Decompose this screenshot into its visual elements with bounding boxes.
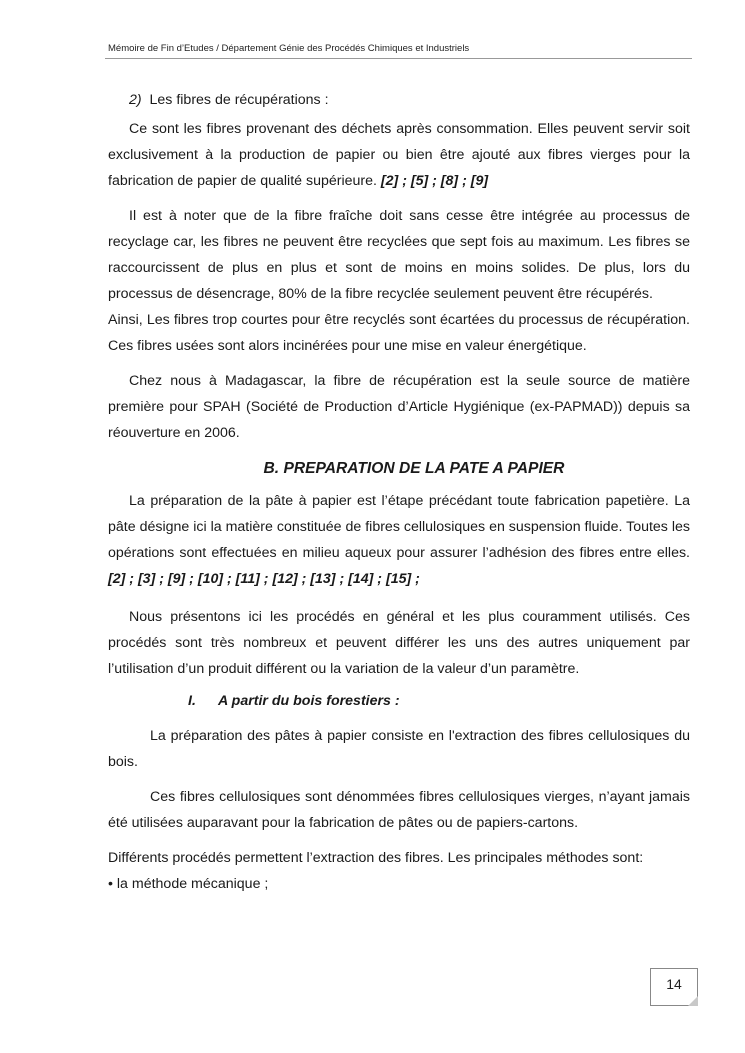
paragraph-text: La préparation de la pâte à papier est l’étape précédant toute fabrication papetière. La pâte désigne ici la matière constituée de fibres cellulosiques en suspension fluide. Toutes les opérations sont effectuées en milieu aqueux pour assurer l’adhésion des fibres entre elles. — [108, 493, 690, 561]
section-title: B. PREPARATION DE LA PATE A PAPIER — [263, 460, 565, 477]
header-rule — [105, 58, 692, 59]
paragraph: Nous présentons ici les procédés en général et les plus couramment utilisés. Ces procédés sont très nombreux et peuvent différer les uns des autres uniquement par l’utilisation d’un produit différent ou la variation de la valeur d’un paramètre. — [108, 609, 690, 677]
paragraph: Chez nous à Madagascar, la fibre de récupération est la seule source de matière première pour SPAH (Société de Production d’Article Hygiénique (ex-PAPMAD)) depuis sa réouverture en 2006. — [108, 373, 690, 441]
paragraph: Ces fibres cellulosiques sont dénommées fibres cellulosiques vierges, n’ayant jamais été utilisées auparavant pour la fabrication de pâtes ou de papiers-cartons. — [108, 789, 690, 831]
paragraph-text: Ce sont les fibres provenant des déchets après consommation. Elles peuvent servir soit exclusivement à la production de papier ou bien être ajouté aux fibres vierges pour la fabrication de papier de qualité supérieure. — [108, 121, 690, 189]
paragraph: Il est à noter que de la fibre fraîche doit sans cesse être intégrée au processus de recyclage car, les fibres ne peuvent être recyclées que sept fois au maximum. Les fibres se raccourcissent de plus en plus et sont de moins en moins solides. De plus, lors du processus de désencrage, 80% de la fibre recyclée seulement peuvent être récupérés. — [108, 208, 690, 302]
document-body — [108, 87, 690, 897]
reference-list: [2] ; [3] ; [9] ; [10] ; [11] ; [12] ; [13] ; [14] ; [15] ; — [108, 571, 420, 587]
page-number-box — [650, 968, 698, 1006]
paragraph — [108, 488, 690, 592]
subsection-title: Les fibres de récupérations : — [149, 92, 329, 108]
page-curl-icon — [688, 996, 698, 1006]
paragraph: Différents procédés permettent l’extraction des fibres. Les principales méthodes sont: — [108, 850, 644, 866]
list-item: • la méthode mécanique ; — [108, 876, 269, 892]
paragraph: La préparation des pâtes à papier consiste en l'extraction des fibres cellulosiques du bois. — [108, 728, 690, 770]
page-number: 14 — [666, 976, 682, 992]
subsection-number: I. — [188, 693, 196, 709]
paragraph — [108, 116, 690, 194]
reference-list: [2] ; [5] ; [8] ; [9] — [380, 173, 489, 189]
subsection-heading-bois-forestiers — [108, 688, 690, 714]
list-number: 2) — [129, 92, 142, 108]
subsection-heading-fibres-recuperation — [108, 87, 690, 113]
paragraph: Ainsi, Les fibres trop courtes pour être recyclés sont écartées du processus de récupération. Ces fibres usées sont alors incinérées pour une mise en valeur énergétique. — [108, 312, 690, 354]
page-header: Mémoire de Fin d’Etudes / Département Génie des Procédés Chimiques et Industriels — [108, 43, 470, 54]
subsection-title: A partir du bois forestiers : — [218, 693, 400, 709]
